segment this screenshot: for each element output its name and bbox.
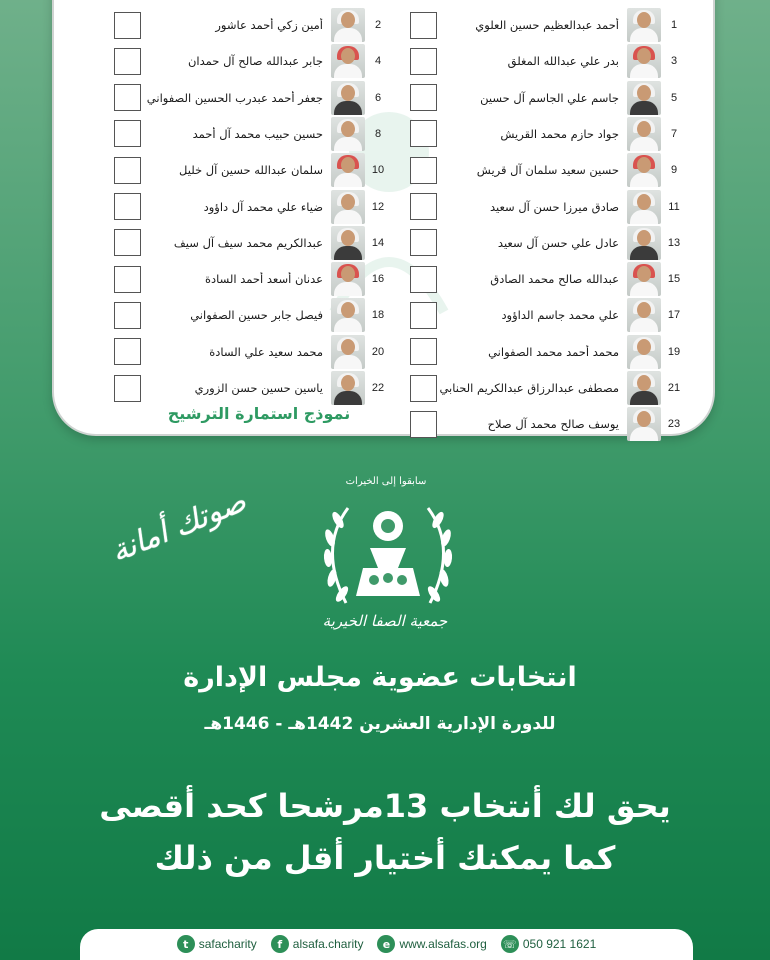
candidate-photo [627, 262, 661, 296]
candidate-number: 8 [374, 127, 382, 140]
candidate-photo [331, 226, 365, 260]
candidate-number: 9 [670, 164, 678, 177]
candidate-row [114, 192, 391, 222]
facebook-contact[interactable] [271, 935, 364, 953]
voting-rule-notice [40, 780, 730, 884]
candidate-photo [627, 407, 661, 441]
candidate-row [410, 119, 687, 149]
candidate-row [410, 192, 687, 222]
candidate-photo [331, 190, 365, 224]
web-icon: e [377, 935, 395, 953]
candidate-name: محمد أحمد محمد الصفواني [488, 344, 619, 359]
candidate-photo [627, 226, 661, 260]
facebook-icon: f [271, 935, 289, 953]
candidate-name: محمد سعيد علي السادة [209, 344, 323, 359]
candidate-list-card [52, 0, 715, 436]
candidate-name: جابر عبدالله صالح آل حمدان [187, 54, 323, 69]
vote-checkbox[interactable] [114, 120, 141, 147]
vote-checkbox[interactable] [114, 84, 141, 111]
candidate-name: فيصل جابر حسين الصفواني [190, 308, 323, 323]
whatsapp-icon: ☏ [501, 935, 519, 953]
vote-checkbox[interactable] [410, 48, 437, 75]
form-title: نموذج استمارة الترشيح [167, 404, 351, 423]
twitter-contact[interactable] [177, 935, 257, 953]
candidate-number: 13 [667, 236, 681, 249]
candidate-row [410, 300, 687, 330]
candidate-name: عبدالكريم محمد سيف آل سيف [173, 235, 323, 250]
vote-checkbox[interactable] [410, 302, 437, 329]
candidate-name: أمين زكي أحمد عاشور [215, 18, 323, 32]
candidate-photo [331, 8, 365, 42]
candidate-name: عدنان أسعد أحمد السادة [204, 272, 323, 287]
candidate-photo [331, 335, 365, 369]
candidate-number: 23 [667, 418, 681, 431]
candidate-photo [627, 117, 661, 151]
vote-checkbox[interactable] [114, 48, 141, 75]
candidate-row [114, 373, 391, 403]
contact-footer [80, 929, 693, 960]
candidate-number: 7 [670, 127, 678, 140]
candidate-name: ياسين حسين حسن الزوري [194, 381, 323, 395]
candidate-row [410, 46, 687, 76]
candidate-photo [627, 190, 661, 224]
candidate-number: 17 [667, 309, 681, 322]
twitter-handle: safacharity [198, 937, 257, 951]
candidate-row [410, 264, 687, 294]
candidate-row [410, 83, 687, 113]
candidate-row [114, 46, 391, 76]
candidate-number: 21 [667, 382, 681, 394]
candidate-row [410, 155, 687, 185]
candidate-name: ضياء علي محمد آل داؤود [203, 199, 323, 214]
candidate-name: جواد حازم محمد القريش [500, 126, 619, 141]
vote-checkbox[interactable] [114, 302, 141, 329]
candidate-number: 4 [374, 55, 382, 68]
vote-checkbox[interactable] [410, 229, 437, 256]
candidate-row [410, 228, 687, 258]
website-url: www.alsafas.org [399, 937, 487, 951]
vote-checkbox[interactable] [114, 193, 141, 220]
vote-checkbox[interactable] [410, 266, 437, 293]
candidate-photo [331, 298, 365, 332]
candidate-name: جعفر أحمد عبدرب الحسين الصفواني [146, 90, 323, 105]
candidate-row [410, 337, 687, 367]
twitter-icon: t [177, 935, 195, 953]
candidate-photo [331, 262, 365, 296]
vote-checkbox[interactable] [114, 266, 141, 293]
candidate-number: 1 [670, 19, 678, 31]
vote-checkbox[interactable] [410, 157, 437, 184]
candidate-name: مصطفى عبدالرزاق عبدالكريم الحنابي [439, 381, 619, 395]
vote-checkbox[interactable] [114, 12, 141, 39]
candidate-photo [331, 81, 365, 115]
candidate-number: 16 [371, 273, 385, 286]
candidate-photo [627, 153, 661, 187]
candidate-number: 5 [670, 91, 678, 104]
candidate-name: عادل علي حسن آل سعيد [497, 235, 619, 250]
candidate-photo [627, 8, 661, 42]
candidate-photo [627, 298, 661, 332]
election-headline: انتخابات عضوية مجلس الإدارة [183, 662, 577, 693]
candidate-photo [331, 153, 365, 187]
association-name: جمعية الصفا الخيرية [322, 612, 448, 630]
candidate-row [114, 83, 391, 113]
candidate-row [114, 264, 391, 294]
candidate-photo [331, 117, 365, 151]
website-contact[interactable] [377, 935, 486, 953]
vote-checkbox[interactable] [410, 84, 437, 111]
vote-checkbox[interactable] [410, 12, 437, 39]
candidate-row [410, 373, 687, 403]
candidate-name: بدر علي عبدالله المغلق [507, 54, 619, 69]
notice-line-1: يحق لك أنتخاب 13مرشحا كحد أقصى [99, 787, 671, 825]
vote-checkbox[interactable] [410, 120, 437, 147]
candidate-row [114, 300, 391, 330]
candidate-name: حسين سعيد سلمان آل قريش [476, 163, 619, 178]
election-term: للدورة الإدارية العشرين 1442هـ - 1446هـ [204, 714, 556, 734]
candidate-row [114, 155, 391, 185]
vote-checkbox[interactable] [114, 375, 141, 402]
candidate-name: جاسم علي الجاسم آل حسين [480, 90, 619, 105]
slogan-text: صوتك أمانة [106, 483, 252, 570]
candidate-number: 3 [670, 55, 678, 68]
candidate-photo [331, 44, 365, 78]
candidate-row [114, 337, 391, 367]
whatsapp-contact[interactable] [501, 935, 596, 953]
candidate-name: سلمان عبدالله حسين آل خليل [179, 163, 323, 178]
phone-number: 050 921 1621 [522, 937, 597, 951]
candidate-photo [627, 81, 661, 115]
candidate-number: 22 [371, 382, 385, 394]
vote-checkbox[interactable] [114, 229, 141, 256]
logo-motto: سابقوا إلى الخيرات [345, 476, 427, 487]
candidate-name: عبدالله صالح محمد الصادق [490, 272, 619, 287]
facebook-handle: alsafa.charity [292, 937, 364, 951]
candidate-number: 2 [374, 19, 382, 31]
candidate-number: 14 [371, 236, 385, 249]
candidate-number: 20 [371, 345, 385, 358]
candidate-name: صادق ميرزا حسن آل سعيد [489, 199, 619, 214]
candidate-name: يوسف صالح محمد آل صلاح [487, 417, 619, 432]
vote-checkbox[interactable] [410, 411, 437, 438]
candidate-row [114, 228, 391, 258]
candidate-number: 6 [374, 91, 382, 104]
candidate-photo [331, 371, 365, 405]
candidate-number: 15 [667, 273, 681, 286]
candidate-photo [627, 44, 661, 78]
vote-checkbox[interactable] [114, 157, 141, 184]
candidate-name: حسين حبيب محمد آل أحمد [192, 126, 323, 141]
candidate-number: 10 [371, 164, 385, 177]
candidate-number: 11 [668, 200, 680, 213]
notice-line-2: كما يمكنك أختيار أقل من ذلك [154, 839, 616, 877]
candidate-row [410, 10, 687, 40]
candidate-photo [627, 335, 661, 369]
vote-checkbox[interactable] [410, 338, 437, 365]
candidate-number: 19 [667, 345, 681, 358]
candidate-name: علي محمد جاسم الداؤود [501, 308, 619, 323]
candidate-row [410, 409, 687, 439]
vote-checkbox[interactable] [410, 193, 437, 220]
vote-checkbox[interactable] [114, 338, 141, 365]
candidate-photo [627, 371, 661, 405]
candidate-name: أحمد عبدالعظيم حسين العلوي [475, 18, 619, 32]
candidate-number: 12 [371, 200, 385, 213]
candidate-row [114, 119, 391, 149]
candidate-row [114, 10, 391, 40]
vote-checkbox[interactable] [410, 375, 437, 402]
candidate-number: 18 [371, 309, 385, 322]
